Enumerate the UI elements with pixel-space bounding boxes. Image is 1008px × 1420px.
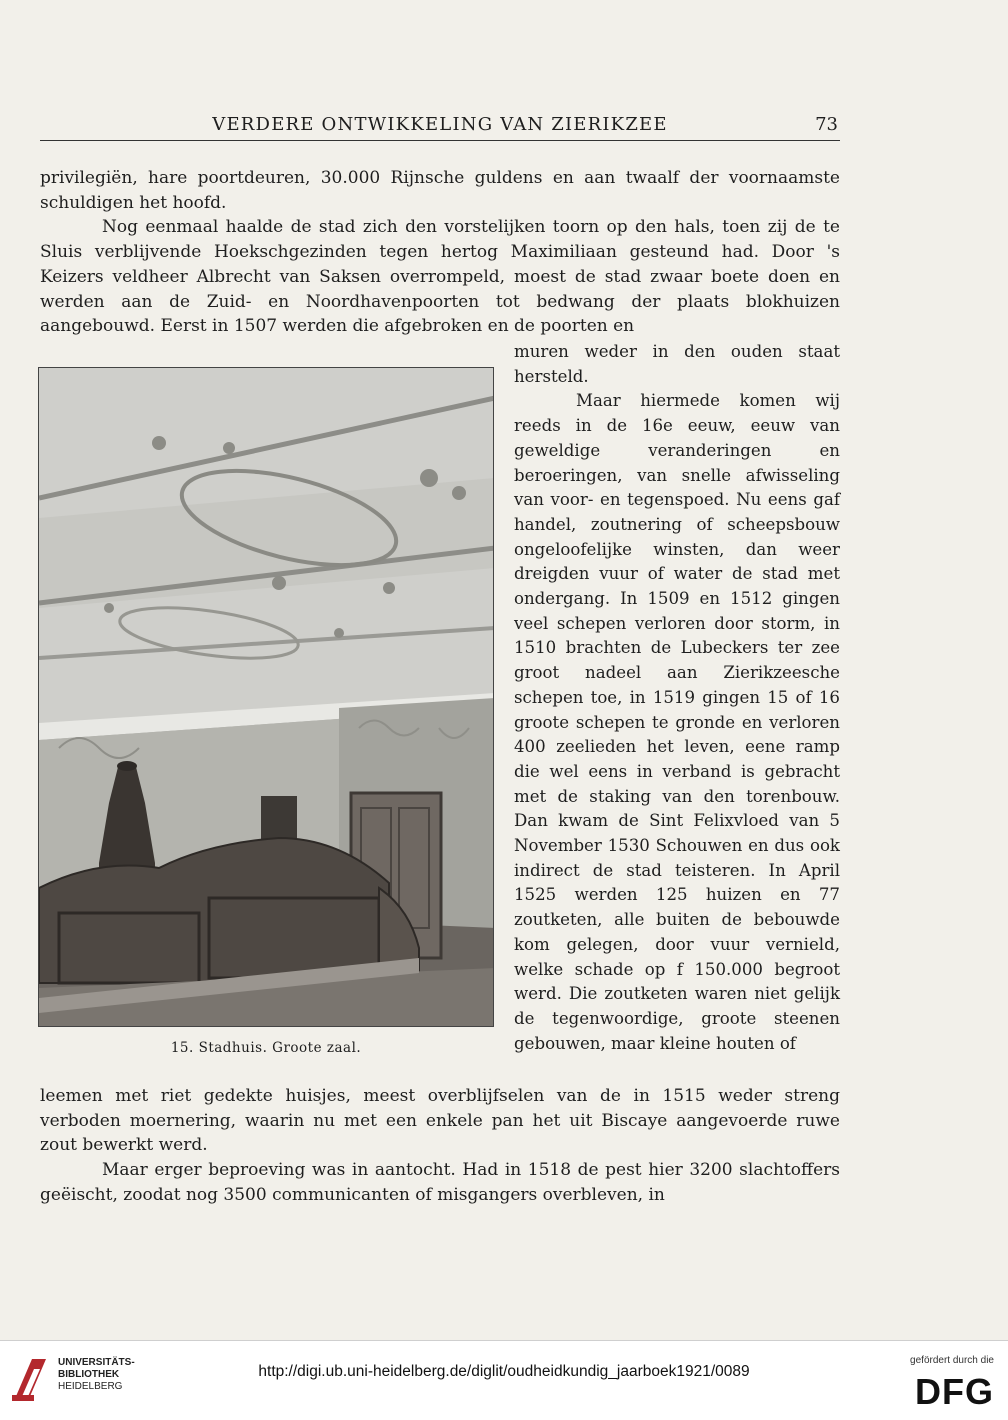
library-line: UNIVERSITÄTS- [58,1357,135,1368]
running-header [40,112,840,141]
running-title: VERDERE ONTWIKKELING VAN ZIERIKZEE [212,114,668,135]
text-block-bottom [40,1084,840,1208]
text-block-top [40,166,840,339]
paragraph: Maar hiermede komen wij reeds in de 16e eeuw, eeuw van geweldige veranderingen en beroeringen, van snelle afwisseling van voor- en tegenspoed. Nu eens gaf handel, zoutnering of scheepsbouw ongeloofelijke winsten, dan weer dreigden vuur of water de stad met ondergang. In 1509 en 1512 gingen veel schepen verloren door storm, in 1510 brachten de Lubeckers ter zee groot nadeel aan Zierikzeesche schepen toe, in 1519 gingen 15 of 16 groote schepen te gronde en verloren 400 zeelieden het leven, eene ramp die wel eens in verband is gebracht met de staking van den torenbouw. Dan kwam de Sint Felixvloed van 5 November 1530 Schouwen en dus ook indirect de stad teisteren. In April 1525 werden 125 huizen en 77 zoutketen, alle buiten de bebouwde kom gelegen, door vuur vernield, welke schade op f 150.000 begroot werd. Die zoutketen waren niet gelijk de tegenwoordige, groote steenen gebouwen, maar kleine houten of [514,391,840,1053]
paragraph: Nog eenmaal haalde de stad zich den vorstelijken toorn op den hals, toen zij de te Sluis verblijvende Hoekschgezinden tegen hertog Maximiliaan gesteund had. Door 's Keizers veldheer Albrecht van Saksen overrompeld, moest de stad zwaar boete doen en werden aan de Zuid- en Noordhavenpoorten tot bedwang der plaats blokhuizen aangebouwd. Eerst in 1507 werden die afgebroken en de poorten en [40,217,840,337]
paragraph: privilegiën, hare poortdeuren, 30.000 Rijnsche guldens en aan twaalf der voornaamste schuldigen het hoofd. [40,168,840,213]
permalink-url[interactable]: http://digi.ub.uni-heidelberg.de/diglit/oudheidkundig_jaarboek1921/0089 [258,1363,750,1380]
paragraph: Maar erger beproeving was in aantocht. Had in 1518 de pest hier 3200 slachtoffers geëischt, zoodat nog 3500 communicanten of misgangers overbleven, in [40,1160,840,1205]
paragraph: leemen met riet gedekte huisjes, meest overblijfselen van de in 1515 weder streng verboden moernering, waarin nu met een enkele pan het uit Biscaye aangevoerde ruwe zout bewerkt werd. [40,1086,840,1156]
room-illustration [39,368,494,1027]
library-line: BIBLIOTHEK [58,1369,120,1380]
side-text-column [514,340,840,1056]
page-number: 73 [815,114,838,135]
digitization-footer [0,1340,1008,1420]
paragraph: muren weder in den ouden staat hersteld. [514,342,840,386]
funding-note: gefördert durch die [910,1355,994,1366]
library-line: HEIDELBERG [58,1381,123,1392]
photo-stadhuis-groote-zaal [38,367,494,1027]
dfg-logo: DFG [915,1371,994,1412]
figure-caption: 15. Stadhuis. Groote zaal. [170,1040,362,1056]
